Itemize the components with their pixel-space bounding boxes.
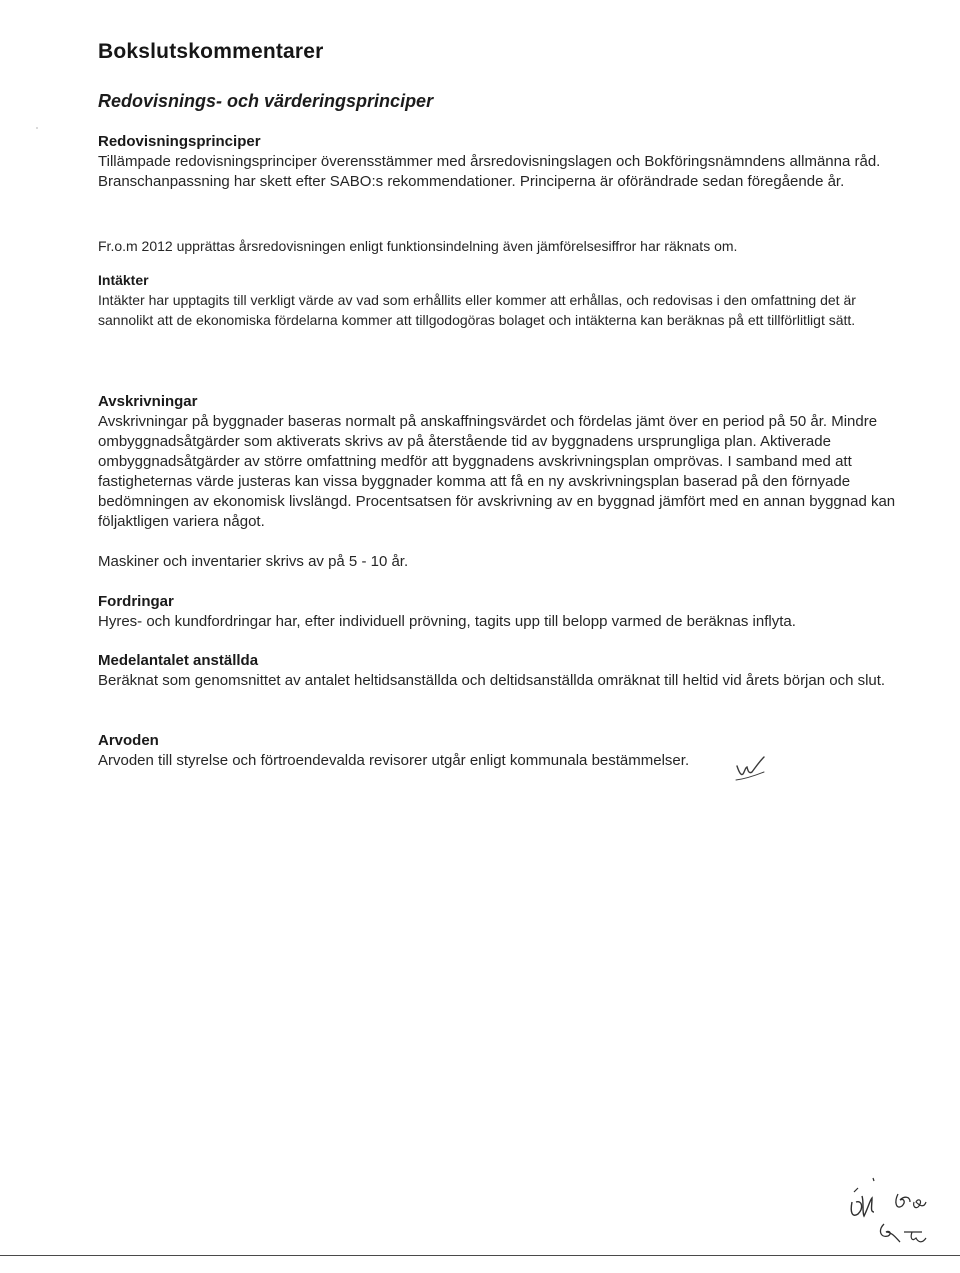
page-title: Bokslutskommentarer xyxy=(98,40,324,63)
section-heading: Redovisningsprinciper xyxy=(98,133,261,150)
section-arvoden xyxy=(98,731,898,771)
section-text: Beräknat som genomsnittet av antalet heltidsanställda och deltidsanställda omräknat till heltid vid årets början och slut. xyxy=(98,672,886,689)
section-intakter xyxy=(98,270,898,330)
section-heading: Medelantalet anställda xyxy=(98,652,259,669)
section-text: Hyres- och kundfordringar har, efter individuell prövning, tagits upp till belopp varmed de beräknas inflyta. xyxy=(98,613,796,630)
section-avskrivningar xyxy=(98,392,898,532)
section-note-funktionsindelning xyxy=(98,236,898,256)
handwritten-initials xyxy=(840,1172,950,1252)
section-heading: Intäkter xyxy=(98,272,149,288)
section-text: Tillämpade redovisningsprinciper överensstämmer med årsredovisningslagen och Bokföringsnämndens allmänna råd. Branschanpassning har skett efter SABO:s rekommendationer. Principerna är oförändrade sedan föregående år. xyxy=(98,153,881,190)
section-heading: Arvoden xyxy=(98,732,159,749)
note-text: Fr.o.m 2012 upprättas årsredovisningen enligt funktionsindelning även jämförelsesiffror har räknats om. xyxy=(98,238,738,254)
page-subtitle: Redovisnings- och värderingsprinciper xyxy=(98,91,434,111)
handwritten-check-mark xyxy=(734,752,768,782)
section-redovisningsprinciper xyxy=(98,132,898,192)
section-text: Intäkter har upptagits till verkligt värde av vad som erhållits eller kommer att erhållas, och redovisas i den omfattning det är sannolikt att de ekonomiska fördelarna kommer att tillgodogöras bolaget och intäkterna kan beräknas på ett tillförlitligt sätt. xyxy=(98,292,856,328)
section-note-maskiner xyxy=(98,552,898,572)
section-text: Arvoden till styrelse och förtroendevalda revisorer utgår enligt kommunala bestämmelser. xyxy=(98,752,690,769)
note-text: Maskiner och inventarier skrivs av på 5 - 10 år. xyxy=(98,553,409,570)
section-heading: Fordringar xyxy=(98,593,174,610)
section-text: Avskrivningar på byggnader baseras normalt på anskaffningsvärdet och fördelas jämt över en period på 50 år. Mindre ombyggnadsåtgärder som aktiverats skrivs av på återstående tid av byggnadens ursprungliga plan. Aktiverade ombyggnadsåtgärder av större omfattning medför att byggnadens avskrivningsplan omprövas. I samband med att fastigheternas värde justeras kan vissa byggnader komma att få en ny avskrivningsplan baserad på den förnyade bedömningen av ekonomisk livslängd. Procentsatsen för avskrivning av en byggnad jämfört med en annan byggnad kan följaktligen variera något. xyxy=(98,413,896,530)
section-heading: Avskrivningar xyxy=(98,393,198,410)
scan-speck xyxy=(36,127,38,129)
section-fordringar xyxy=(98,592,898,632)
bottom-rule xyxy=(0,1255,960,1256)
section-medelantalet xyxy=(98,651,898,691)
